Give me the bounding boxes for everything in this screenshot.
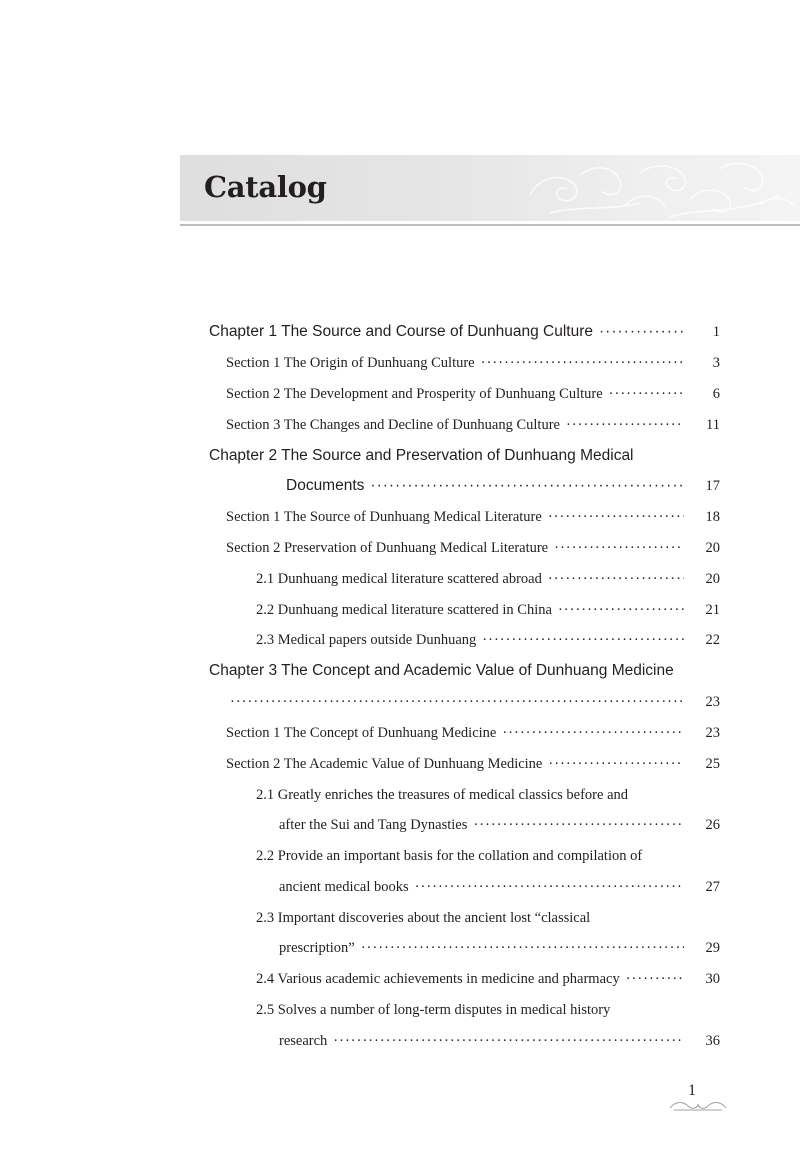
cloud-pattern-decoration: [520, 155, 800, 221]
toc-entry[interactable]: [256, 842, 800, 866]
toc-entry[interactable]: [226, 750, 720, 774]
toc-page-number: 22: [705, 632, 720, 648]
toc-entry-title: Section 2 The Academic Value of Dunhuang Medicine: [226, 756, 543, 772]
toc-entry[interactable]: [256, 565, 720, 589]
toc-page-number: 6: [712, 386, 720, 402]
dot-leader: [599, 322, 684, 342]
dot-leader: [548, 507, 684, 527]
toc-entry-title: Chapter 2 The Source and Preservation of Dunhuang Medical: [209, 447, 634, 464]
toc-entry-title: ancient medical books: [279, 879, 409, 895]
toc-entry-title: Documents: [286, 477, 365, 494]
dot-leader: [482, 630, 684, 650]
toc-entry[interactable]: [226, 411, 720, 435]
toc-entry-title: 2.2 Dunhuang medical literature scattered in China: [256, 602, 552, 618]
toc-page-number: 3: [712, 355, 720, 371]
toc-entry-title: Chapter 1 The Source and Course of Dunhuang Culture: [209, 323, 594, 340]
dot-leader: [481, 353, 684, 373]
toc-entry-title: 2.5 Solves a number of long-term disputes in medical history: [256, 1002, 611, 1018]
dot-leader: [554, 538, 684, 558]
folio-ornament: [668, 1096, 728, 1112]
toc-page-number: 18: [705, 509, 720, 525]
dot-leader: [415, 877, 684, 897]
toc-page-number: 29: [705, 940, 720, 956]
toc-page-number: 25: [705, 756, 720, 772]
toc-entry-title: Section 2 The Development and Prosperity of Dunhuang Culture: [226, 386, 603, 402]
banner-underline: [180, 224, 800, 226]
toc-page-number: 17: [705, 478, 720, 494]
toc-entry[interactable]: [209, 657, 800, 681]
toc-entry[interactable]: [279, 934, 720, 958]
toc-entry[interactable]: [226, 719, 720, 743]
toc-entry-title: after the Sui and Tang Dynasties: [279, 817, 468, 833]
toc-entry[interactable]: [226, 503, 720, 527]
toc-entry[interactable]: [224, 688, 720, 712]
toc-entry-title: Section 1 The Source of Dunhuang Medical Literature: [226, 509, 542, 525]
toc-entry[interactable]: [279, 811, 720, 835]
toc-entry-title: 2.1 Greatly enriches the treasures of medical classics before and: [256, 787, 629, 803]
toc-entry-title: 2.4 Various academic achievements in medicine and pharmacy: [256, 971, 620, 987]
toc-entry-title: Chapter 3 The Concept and Academic Value of Dunhuang Medicine: [209, 662, 674, 679]
dot-leader: [548, 569, 684, 589]
page-title: Catalog: [204, 170, 327, 204]
toc-entry-title: 2.3 Important discoveries about the ancient lost “classical: [256, 910, 591, 926]
toc-entry-title: prescription”: [279, 940, 355, 956]
dot-leader: [370, 476, 684, 496]
toc-page-number: 21: [705, 602, 720, 618]
toc-page-number: 20: [705, 571, 720, 587]
toc-entry-title: 2.2 Provide an important basis for the collation and compilation of: [256, 848, 643, 864]
dot-leader: [626, 969, 684, 989]
toc-entry[interactable]: [256, 904, 800, 928]
dot-leader: [548, 754, 684, 774]
dot-leader: [502, 723, 684, 743]
toc-entry[interactable]: [256, 626, 720, 650]
toc-entry-title: Section 2 Preservation of Dunhuang Medical Literature: [226, 540, 549, 556]
toc-entry-title: Section 1 The Origin of Dunhuang Culture: [226, 355, 475, 371]
toc-entry[interactable]: [256, 596, 720, 620]
toc-entry-title: 2.3 Medical papers outside Dunhuang: [256, 632, 477, 648]
toc-entry-title: Section 3 The Changes and Decline of Dunhuang Culture: [226, 417, 560, 433]
toc-page-number: 23: [705, 725, 720, 741]
toc-entry[interactable]: [286, 472, 720, 496]
dot-leader: [558, 600, 684, 620]
toc-entry[interactable]: [279, 873, 720, 897]
toc-entry[interactable]: [209, 442, 800, 466]
toc-entry-title: 2.1 Dunhuang medical literature scattered abroad: [256, 571, 542, 587]
dot-leader: [361, 938, 684, 958]
dot-leader: [566, 415, 684, 435]
toc-entry[interactable]: [279, 1027, 720, 1051]
toc-entry[interactable]: [209, 318, 720, 342]
dot-leader: [609, 384, 684, 404]
dot-leader: [230, 692, 684, 712]
toc-page-number: 36: [705, 1033, 720, 1049]
toc-page-number: 27: [705, 879, 720, 895]
toc-entry[interactable]: [256, 965, 720, 989]
toc-page-number: 11: [706, 417, 720, 433]
toc-entry-title: research: [279, 1033, 328, 1049]
toc-entry-title: Section 1 The Concept of Dunhuang Medicine: [226, 725, 497, 741]
toc-entry[interactable]: [226, 534, 720, 558]
dot-leader: [333, 1031, 684, 1051]
toc-page-number: 1: [712, 324, 720, 340]
dot-leader: [473, 815, 684, 835]
toc-page-number: 26: [705, 817, 720, 833]
page-number: 1: [688, 1082, 696, 1099]
toc-entry[interactable]: [256, 996, 800, 1020]
toc-page-number: 20: [705, 540, 720, 556]
toc-entry[interactable]: [256, 781, 800, 805]
toc-entry[interactable]: [226, 349, 720, 373]
toc-page-number: 30: [705, 971, 720, 987]
toc-entry[interactable]: [226, 380, 720, 404]
toc-page-number: 23: [705, 694, 720, 710]
